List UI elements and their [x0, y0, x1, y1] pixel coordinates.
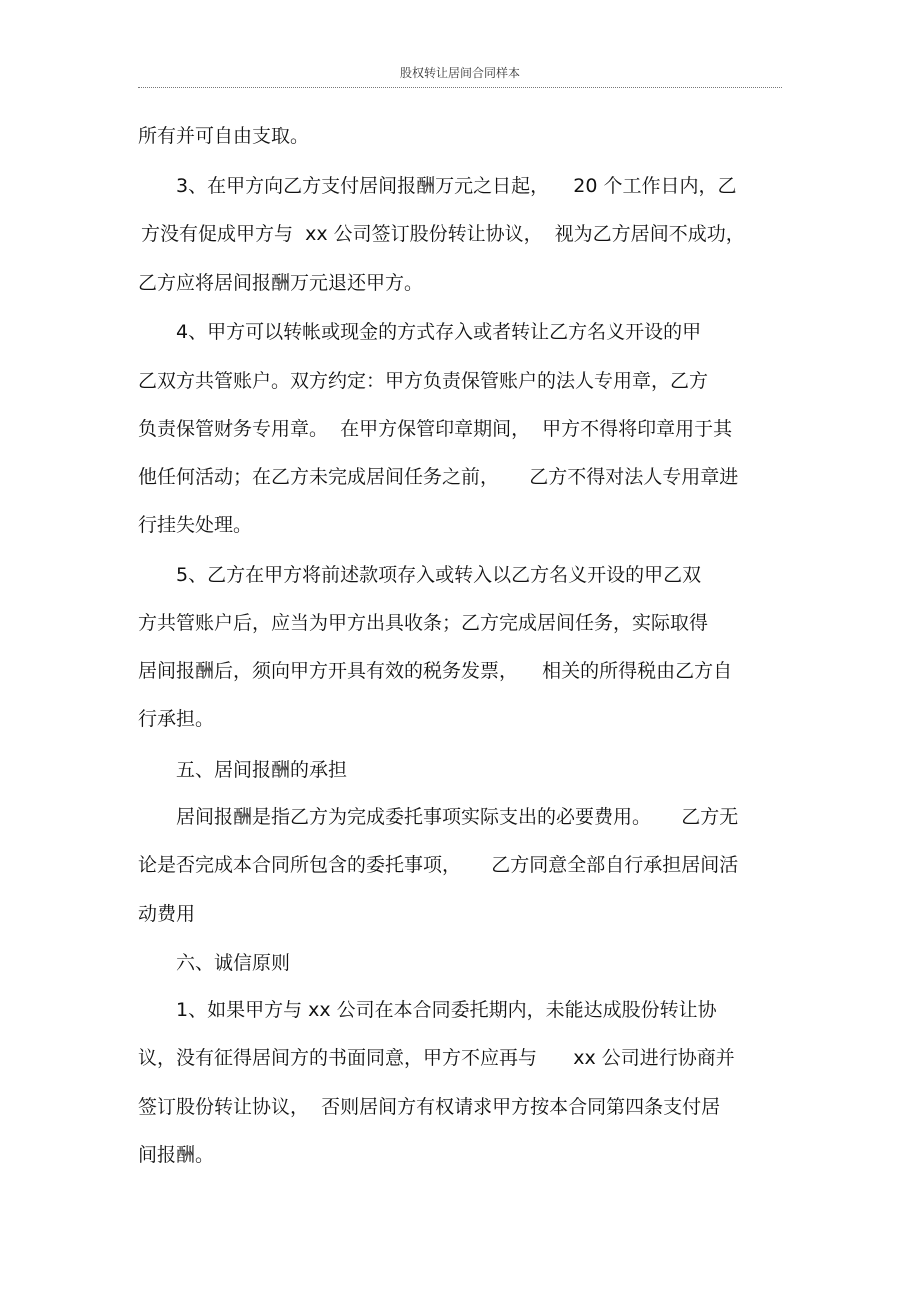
text-line: 行挂失处理。 [138, 514, 253, 536]
text-line: 负责保管财务专用章。 在甲方保管印章期间， 甲方不得将印章用于其 [138, 418, 733, 440]
text-line: 签订股份转让协议， 否则居间方有权请求甲方按本合同第四条支付居 [138, 1096, 721, 1118]
text-line: 议，没有征得居间方的书面同意，甲方不应再与 xx 公司进行协商并 [138, 1047, 735, 1069]
text-line: 论是否完成本合同所包含的委托事项， 乙方同意全部自行承担居间活 [138, 854, 739, 876]
text-line: 乙双方共管账户。双方约定：甲方负责保管账户的法人专用章，乙方 [138, 370, 709, 392]
text-line: 5、乙方在甲方将前述款项存入或转入以乙方名义开设的甲乙双 [176, 564, 702, 586]
text-line: 3、在甲方向乙方支付居间报酬万元之日起， 20 个工作日内，乙 [176, 175, 737, 197]
text-line: 乙方应将居间报酬万元退还甲方。 [138, 272, 424, 294]
running-header: 股权转让居间合同样本 [399, 66, 520, 80]
text-line: 他任何活动；在乙方未完成居间任务之前， 乙方不得对法人专用章进 [138, 466, 739, 488]
text-line: 方没有促成甲方与 xx 公司签订股份转让协议， 视为乙方居间不成功， [141, 223, 745, 245]
header-divider [138, 87, 782, 88]
text-line: 1、如果甲方与 xx 公司在本合同委托期内，未能达成股份转让协 [176, 999, 717, 1021]
text-line: 动费用 [138, 903, 196, 925]
section-heading: 五、居间报酬的承担 [176, 759, 348, 781]
text-line: 方共管账户后，应当为甲方出具收条；乙方完成居间任务，实际取得 [138, 612, 709, 634]
section-heading: 六、诚信原则 [176, 952, 291, 974]
text-line: 4、甲方可以转帐或现金的方式存入或者转让乙方名义开设的甲 [176, 321, 702, 343]
text-line: 行承担。 [138, 708, 215, 730]
text-line: 居间报酬后，须向甲方开具有效的税务发票， 相关的所得税由乙方自 [138, 660, 733, 682]
text-line: 间报酬。 [138, 1144, 215, 1166]
text-line: 所有并可自由支取。 [138, 125, 310, 147]
text-line: 居间报酬是指乙方为完成委托事项实际支出的必要费用。 乙方无 [176, 806, 739, 828]
